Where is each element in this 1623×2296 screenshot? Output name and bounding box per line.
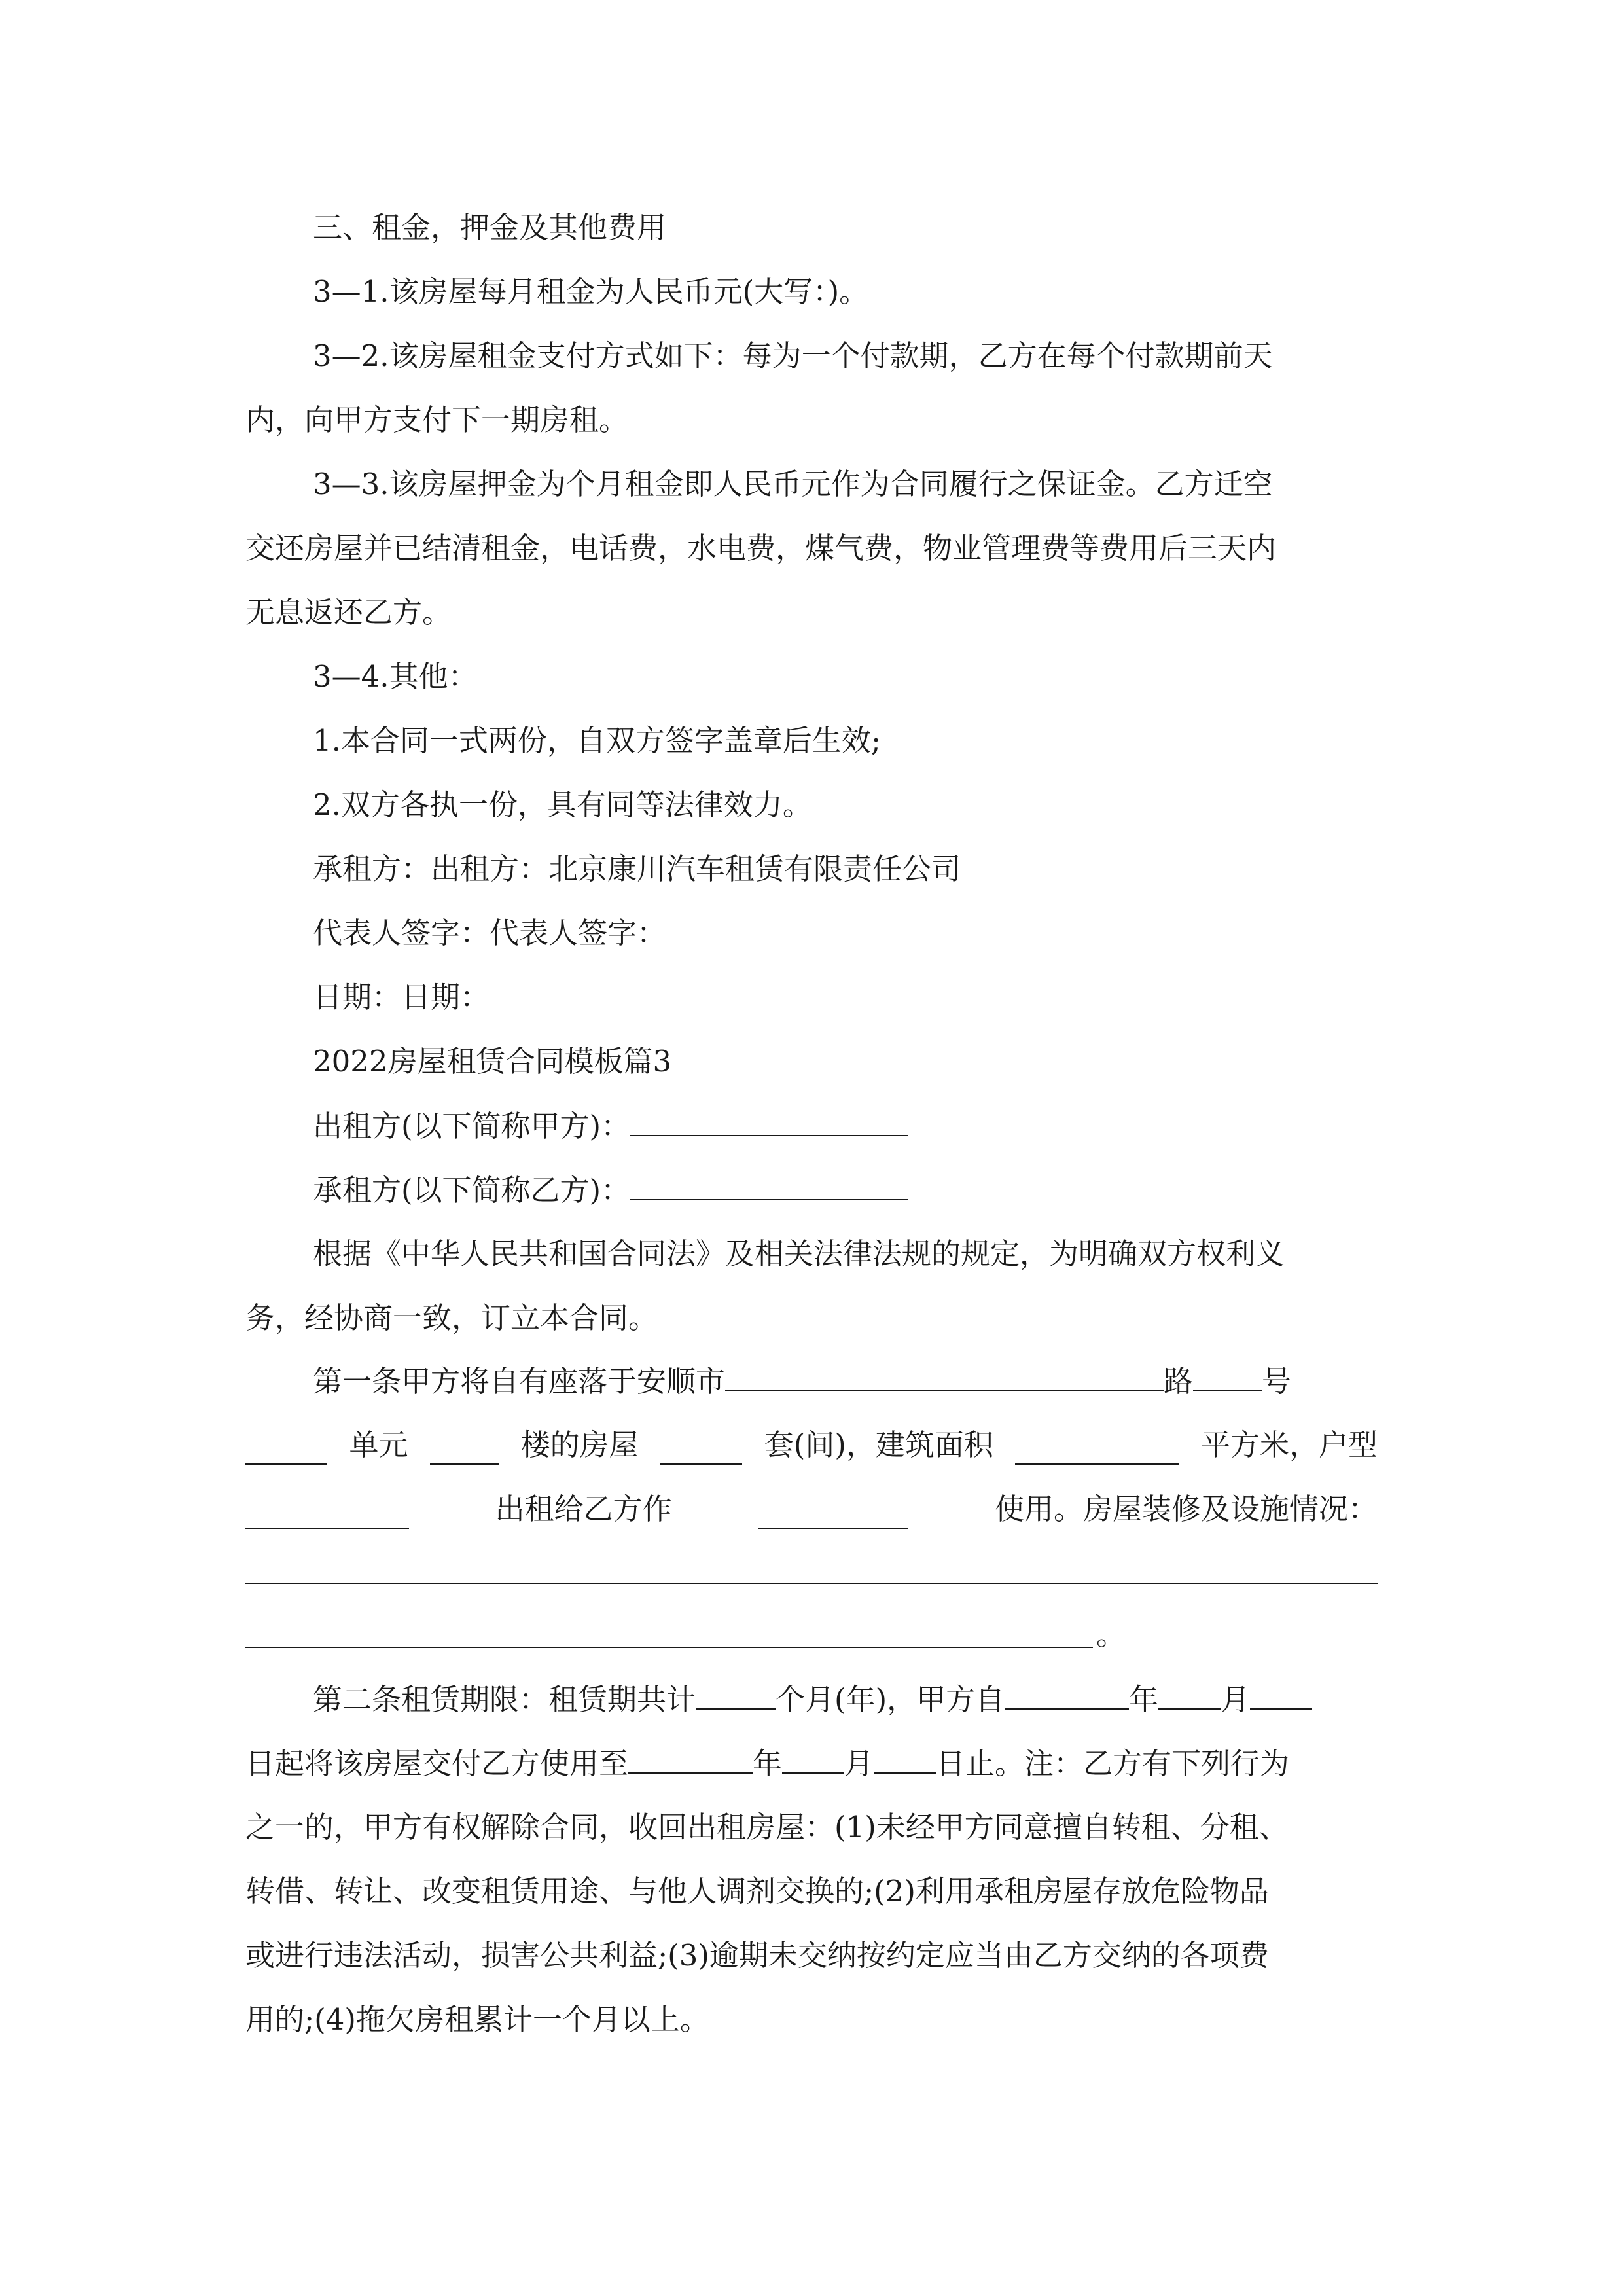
article-2-line-2 xyxy=(245,1744,1289,1784)
layout-blank[interactable] xyxy=(245,1499,409,1529)
unit-label: 单元 xyxy=(349,1427,408,1462)
other-item-1: 1.本合同一式两份，自双方签字盖章后生效; xyxy=(313,723,882,758)
section-heading: 三、租金，押金及其他费用 xyxy=(313,210,667,245)
layout-label: 平方米，户型 xyxy=(1200,1427,1378,1462)
facilities-period: 。 xyxy=(1096,1617,1126,1652)
facilities-blank-1[interactable] xyxy=(245,1583,1378,1584)
clause-3-4: 3—4.其他： xyxy=(313,659,478,694)
note-label: 日止。注：乙方有下列行为 xyxy=(936,1746,1290,1781)
preamble-line-1: 根据《中华人民共和国合同法》及相关法律法规的规定，为明确双方权利义 xyxy=(313,1236,1285,1271)
lessee-blank[interactable] xyxy=(630,1170,908,1200)
year-label: 年 xyxy=(1129,1682,1159,1717)
article-2-line-6: 用的;(4)拖欠房租累计一个月以上。 xyxy=(245,2002,709,2037)
floor-label: 楼的房屋 xyxy=(520,1427,639,1462)
clause-3-3-line-3: 无息返还乙方。 xyxy=(245,595,452,630)
clause-3-1: 3—1.该房屋每月租金为人民币元(大写：)。 xyxy=(313,274,869,309)
end-day-blank[interactable] xyxy=(874,1744,936,1774)
lessor-blank[interactable] xyxy=(630,1106,908,1136)
end-month-blank[interactable] xyxy=(782,1744,844,1774)
suite-blank[interactable] xyxy=(660,1435,742,1465)
area-blank[interactable] xyxy=(1015,1435,1179,1465)
term-blank[interactable] xyxy=(696,1679,776,1710)
clause-3-2-line-2: 内，向甲方支付下一期房租。 xyxy=(245,403,629,437)
month-label: 月 xyxy=(1221,1682,1251,1717)
article-1-line-1 xyxy=(313,1361,1291,1401)
signature-line: 代表人签字：代表人签字： xyxy=(313,916,667,950)
article-2-line-3: 之一的，甲方有权解除合同，收回出租房屋：(1)未经甲方同意擅自转租、分租、 xyxy=(245,1810,1289,1844)
parties-line: 承租方：出租方：北京康川汽车租赁有限责任公司 xyxy=(313,852,961,886)
address-blank[interactable] xyxy=(725,1361,1164,1391)
lease-to-label: 出租给乙方作 xyxy=(495,1492,672,1526)
facilities-blank-2[interactable] xyxy=(245,1647,1093,1648)
start-year-blank[interactable] xyxy=(1005,1679,1129,1710)
usage-blank[interactable] xyxy=(758,1499,908,1529)
road-number-blank[interactable] xyxy=(1193,1361,1262,1391)
lessor-label: 出租方(以下简称甲方)： xyxy=(313,1109,631,1143)
number-label: 号 xyxy=(1262,1364,1292,1399)
from-label: 个月(年)，甲方自 xyxy=(776,1682,1005,1717)
article-1-text-location: 第一条甲方将自有座落于安顺市 xyxy=(313,1364,726,1399)
template-title: 2022房屋租赁合同模板篇3 xyxy=(313,1044,672,1079)
date-line: 日期：日期： xyxy=(313,980,490,1014)
lessee-line xyxy=(313,1170,908,1210)
other-item-2: 2.双方各执一份，具有同等法律效力。 xyxy=(313,787,812,822)
end-month-label: 月 xyxy=(844,1746,874,1781)
end-year-label: 年 xyxy=(753,1746,783,1781)
unit-blank[interactable] xyxy=(245,1435,327,1465)
start-month-blank[interactable] xyxy=(1158,1679,1221,1710)
area-label: 套(间)，建筑面积 xyxy=(764,1427,993,1462)
lessee-label: 承租方(以下简称乙方)： xyxy=(313,1173,631,1208)
clause-3-3-line-1: 3—3.该房屋押金为个月租金即人民币元作为合同履行之保证金。乙方迁空 xyxy=(313,467,1273,501)
article-2-line-1 xyxy=(313,1679,1312,1719)
until-label: 日起将该房屋交付乙方使用至 xyxy=(245,1746,629,1781)
article-1-line-3 xyxy=(245,1490,1378,1529)
article-2-line-5: 或进行违法活动，损害公共利益;(3)逾期未交纳按约定应当由乙方交纳的各项费 xyxy=(245,1938,1269,1973)
facilities-label: 使用。房屋装修及设施情况： xyxy=(994,1492,1378,1526)
end-year-blank[interactable] xyxy=(628,1744,753,1774)
preamble-line-2: 务，经协商一致，订立本合同。 xyxy=(245,1300,658,1335)
clause-3-3-line-2: 交还房屋并已结清租金，电话费，水电费，煤气费，物业管理费等费用后三天内 xyxy=(245,531,1277,565)
road-label: 路 xyxy=(1164,1364,1194,1399)
floor-blank[interactable] xyxy=(430,1435,499,1465)
clause-3-2-line-1: 3—2.该房屋租金支付方式如下：每为一个付款期，乙方在每个付款期前天 xyxy=(313,338,1273,373)
start-day-blank[interactable] xyxy=(1250,1679,1312,1710)
article-2-line-4: 转借、转让、改变租赁用途、与他人调剂交换的;(2)利用承租房屋存放危险物品 xyxy=(245,1874,1269,1909)
article-1-line-2 xyxy=(245,1426,1378,1465)
term-label: 第二条租赁期限：租赁期共计 xyxy=(313,1682,696,1717)
lessor-line xyxy=(313,1106,908,1146)
